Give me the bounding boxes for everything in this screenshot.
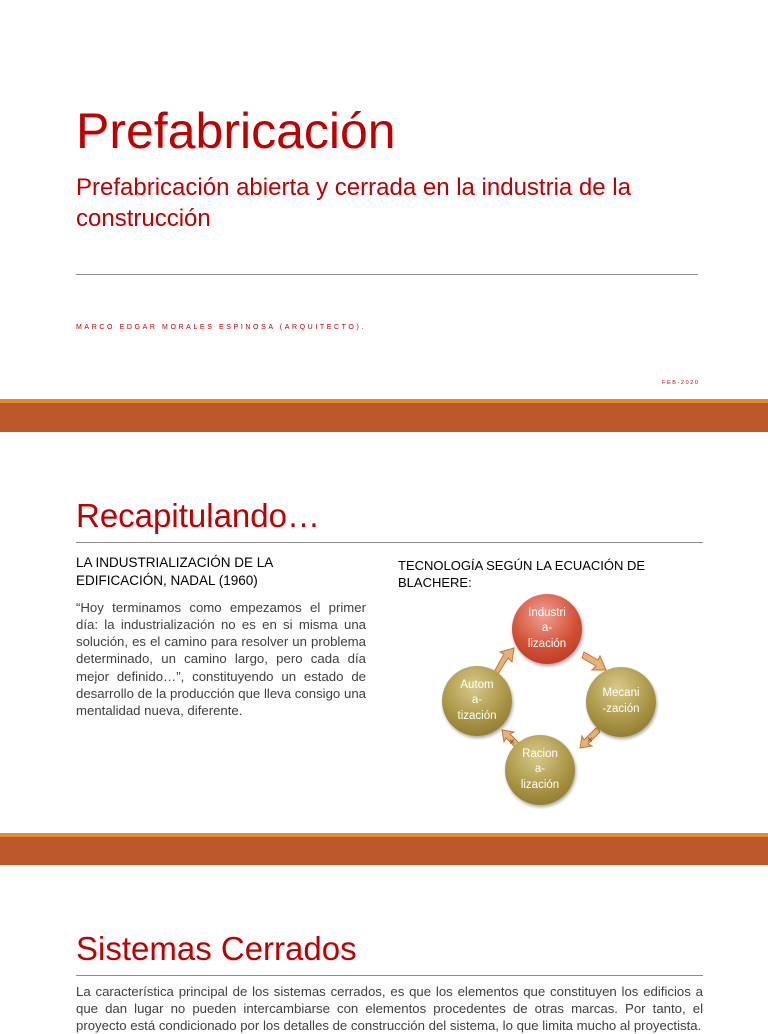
author-line: MARCO EDGAR MORALES ESPINOSA (ARQUITECTO). xyxy=(76,324,366,331)
section-heading-left: LA INDUSTRIALIZACIÓN DE LA EDIFICACIÓN, NADAL (1960) xyxy=(76,555,273,588)
quote-text: “Hoy terminamos como empezamos el primer día: la industrialización no es en si misma una solución, es el camino para resolver un problema determinado, un camino largo, pero cada día mejor definido…”, constituyendo un estado de desarrollo de la producción que lleva consigo una mentalidad nueva, diferente. xyxy=(76,600,366,718)
heading-underline xyxy=(76,975,703,976)
closed-systems-slide xyxy=(0,865,768,1034)
cycle-node-mecanizacion: Mecani -zación xyxy=(586,667,656,737)
body-paragraph: La característica principal de los sistemas cerrados, es que los elementos que constituyen los edificios a que dan lugar no pueden intercambiarse con elementos procedentes de otras marcas. Por tanto, el proyecto está condicionado por los detalles de construcción del sistema, lo que limita mucho al proyectista. xyxy=(76,984,703,1034)
section-heading-right: TECNOLOGÍA SEGÚN LA ECUACIÓN DE BLACHERE: xyxy=(398,558,646,590)
cycle-arrow-right-bottom xyxy=(578,726,602,750)
slide-heading: Sistemas Cerrados xyxy=(76,930,357,967)
svg-text:×: × xyxy=(508,737,516,746)
slide-title: Prefabricación xyxy=(76,103,396,159)
divider xyxy=(76,274,698,275)
slide-heading: Recapitulando… xyxy=(76,497,320,534)
cycle-node-industrializacion: Industri a- lización xyxy=(512,594,582,664)
cycle-node-racionalizacion: Racion a- lización xyxy=(505,735,575,805)
slide-separator xyxy=(0,403,768,432)
cycle-diagram xyxy=(430,594,660,804)
slide-separator xyxy=(0,837,768,865)
title-slide xyxy=(0,0,768,399)
recap-slide xyxy=(0,432,768,833)
svg-text:×: × xyxy=(586,735,594,744)
heading-underline xyxy=(76,542,703,543)
slide-subtitle: Prefabricación abierta y cerrada en la industria de la construcción xyxy=(76,174,631,233)
date-label: FEB-2020 xyxy=(662,380,700,386)
cycle-node-automatizacion: Autom a- tización xyxy=(442,666,512,736)
